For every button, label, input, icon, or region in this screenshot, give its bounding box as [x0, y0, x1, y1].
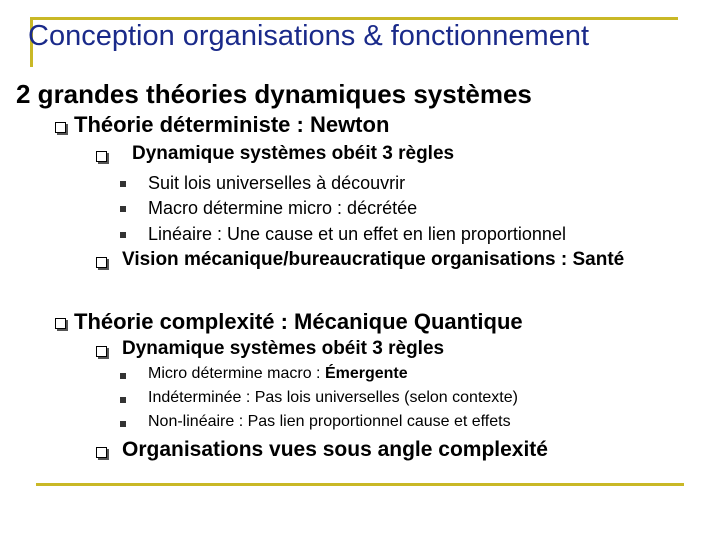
section-2-rule-3: Non-linéaire : Pas lien proportionnel cause et effets: [148, 413, 511, 430]
hollow-square-bullet-icon: [55, 122, 66, 133]
section-2-sub1: Dynamique systèmes obéit 3 règles: [122, 338, 445, 359]
section-1-label: Théorie déterministe : Newton: [74, 112, 390, 137]
hollow-square-bullet-icon: [96, 346, 107, 357]
square-bullet-icon: [120, 232, 126, 238]
square-bullet-icon: [120, 181, 126, 187]
square-bullet-icon: [120, 373, 126, 379]
section-1-rule-1: Suit lois universelles à découvrir: [148, 173, 406, 193]
hollow-square-bullet-icon: [96, 151, 107, 162]
square-bullet-icon: [120, 206, 126, 212]
section-1-sub1: Dynamique systèmes obéit 3 règles: [132, 143, 455, 164]
section-2-label: Théorie complexité : Mécanique Quantique: [74, 309, 523, 334]
section-1-rule-3: Linéaire : Une cause et un effet en lien proportionnel: [148, 224, 566, 244]
hollow-square-bullet-icon: [55, 318, 66, 329]
hollow-square-bullet-icon: [96, 447, 107, 458]
section-2-sub2: Organisations vues sous angle complexité: [122, 438, 548, 461]
section-2-rule-1: [148, 365, 408, 383]
hollow-square-bullet-icon: [96, 257, 107, 268]
slide-title: Conception organisations & fonctionnement: [28, 20, 590, 52]
section-2-rule-1-prefix: Micro détermine macro :: [148, 365, 325, 382]
section-1-rule-2: Macro détermine micro : décrétée: [148, 198, 418, 218]
section-2-rule-2: Indéterminée : Pas lois universelles (selon contexte): [148, 389, 518, 406]
square-bullet-icon: [120, 397, 126, 403]
section-2-rule-1-emphasis: Émergente: [324, 365, 408, 382]
footer-rule: [36, 483, 684, 486]
section-1-sub2: Vision mécanique/bureaucratique organisations : Santé: [122, 249, 625, 270]
square-bullet-icon: [120, 421, 126, 427]
slide-heading: 2 grandes théories dynamiques systèmes: [16, 79, 532, 109]
